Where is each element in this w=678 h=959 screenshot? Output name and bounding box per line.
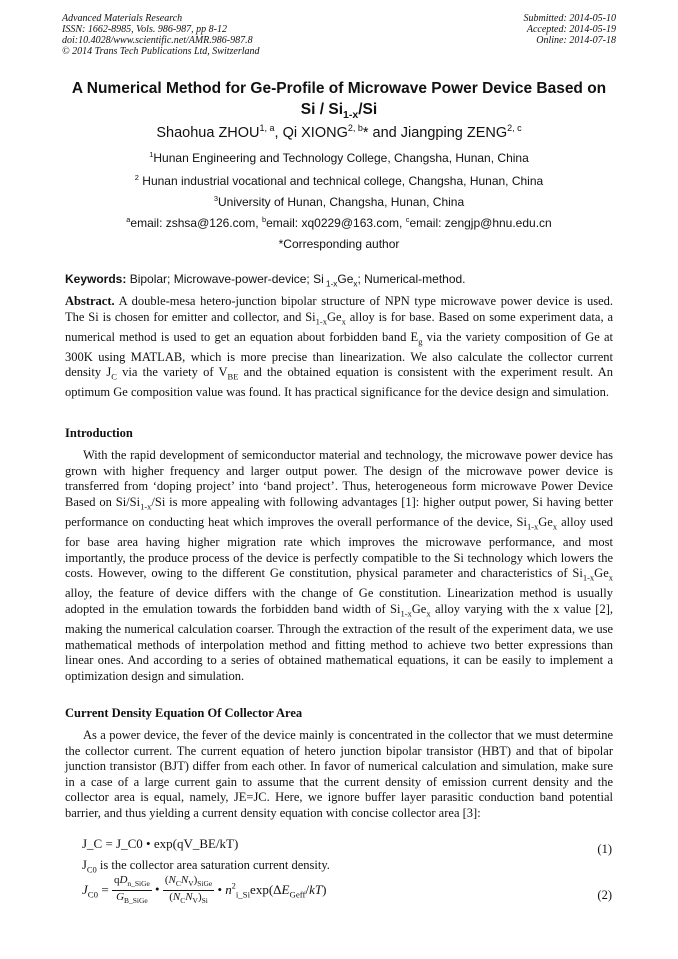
author-1-sup: 1, a xyxy=(259,123,275,133)
intro-sub: 1-x xyxy=(526,521,539,532)
equation-1: J_C = J_C0 • exp(qV_BE/kT) xyxy=(82,836,239,851)
affiliation-3 xyxy=(40,194,638,209)
intro-sub: 1-x xyxy=(140,501,152,512)
keywords xyxy=(65,272,466,288)
intro-sub: x xyxy=(426,608,431,619)
intro-sub: 1-x xyxy=(582,572,595,583)
aff-sup: 1 xyxy=(149,150,154,159)
abstract-sub: 1-x xyxy=(315,316,327,327)
aff-text: Hunan Engineering and Technology College, Changsha, Hunan, China xyxy=(153,151,529,165)
journal-header-left xyxy=(62,13,260,57)
email-text: email: zshsa@126.com, xyxy=(130,216,262,230)
corresponding-author: *Corresponding author xyxy=(278,237,400,251)
eq2-tail: • $n^2_{i\_Si}\exp(\Delta E_{Geff}/kT)$ xyxy=(217,881,327,900)
abstract-sub: g xyxy=(418,336,423,347)
eq2-fraction-1: $\frac{qD_{n\_SiGe}}{G_{B\_SiGe}}$ xyxy=(113,874,150,906)
email-text: email: zengjp@hnu.edu.cn xyxy=(409,216,552,230)
email-text: email: xq0229@163.com, xyxy=(266,216,406,230)
affiliation-2 xyxy=(40,173,638,188)
journal-header-right xyxy=(524,13,617,46)
abstract-text: via the variety of V xyxy=(116,365,228,380)
copyright-line: © 2014 Trans Tech Publications Ltd, Switzerland xyxy=(62,46,260,57)
submitted-date: Submitted: 2014-05-10 xyxy=(523,13,616,24)
intro-text: With the rapid development of semiconductor material and technology, the microwave power device has grown with higher frequency and larger output power. The design of the microwave power device is transferred from ‘doping project’ into ‘band project’. Thus, heterogeneous form microwave Power Device Based on Si/Si xyxy=(65,448,613,509)
author-list xyxy=(40,123,638,141)
keywords-sub: x xyxy=(353,279,358,289)
author-2-sup: 2, b xyxy=(347,123,363,133)
aff-text: University of Hunan, Changsha, Hunan, China xyxy=(218,195,465,209)
affiliation-1 xyxy=(40,150,638,165)
title-line-1: A Numerical Method for Ge-Profile of Microwave Power Device Based on xyxy=(71,80,607,97)
online-date: Online: 2014-07-18 xyxy=(536,35,616,46)
intro-text: alloy, the feature of device differs with the change of Ge constitution. Linearization method is usually adopted in the emulation towards the forbidden band width of Si xyxy=(65,586,613,616)
intro-text: /Si is more appealing with following advantages [1]: higher output power, Si having better performance on conducting heat which improves the overall performance of the device, Si xyxy=(65,494,614,529)
jc0-text: is the collector area saturation current density. xyxy=(96,858,330,872)
aff-sup: 2 xyxy=(134,173,139,182)
section-heading-introduction: Introduction xyxy=(65,426,133,440)
eq2-fraction-2: $\frac{(N_CN_V)_{SiGe}}{(N_CN_V)_{Si}}$ xyxy=(164,874,213,906)
keywords-text: Ge xyxy=(337,272,354,286)
email-sup: b xyxy=(261,215,267,224)
abstract-text: alloy is for base. Based on some experiment data, a numerical method is used to get an equation about forbidden band E xyxy=(65,309,613,344)
author-2: , Qi XIONG xyxy=(274,124,348,141)
email-sup: c xyxy=(405,215,410,224)
author-3: * and Jiangping ZENG xyxy=(362,124,508,141)
current-density-paragraph: As a power device, the fever of the device mainly is concentrated in the collector that we must determine the collector current. The current equation of hetero junction bipolar transistor (HBT) and that of bipolar junction transistor (BJT) differ from each other. In favor of numerical calculation and simulation, make sure in a case of a large current gain to assume that the current density of emission current density and the collector area is equal, namely, JE=JC. Here, we ignore buffer layer parasitic conduction band potential barrier, and thus yielding a current density equation with concise collector area [3]: xyxy=(65,728,613,820)
accepted-date: Accepted: 2014-05-19 xyxy=(526,24,616,35)
equation-2 xyxy=(82,874,326,907)
abstract-sub: x xyxy=(341,316,346,327)
abstract-sub: BE xyxy=(227,371,239,382)
intro-sub: x xyxy=(608,572,613,583)
keywords-text: ; Numerical-method. xyxy=(357,272,466,286)
abstract-sub: C xyxy=(111,371,117,382)
intro-text: alloy varying with the x value [2], making the numerical calculation coarser. Through the extraction of the result of the experiment data, we use mathematical methods of interpolation method and fitting method to achieve two better expressions than linear ones. And according to a series of obtained mathematical equations, it can be easily to implement a optimization design and simulation. xyxy=(65,601,613,683)
email-sup: a xyxy=(126,215,131,224)
keywords-sub: 1-x xyxy=(323,279,338,289)
abstract-label: Abstract. xyxy=(65,294,115,308)
intro-sub: 1-x xyxy=(400,608,412,619)
journal-name: Advanced Materials Research xyxy=(62,13,183,24)
intro-text: Ge xyxy=(538,514,553,529)
aff-text: Hunan industrial vocational and technical college, Changsha, Hunan, China xyxy=(138,174,544,188)
abstract-text: A double-mesa hetero-junction bipolar structure of NPN type microwave power device is used. The Si is chosen for emitter and collector, and Si xyxy=(65,294,613,324)
intro-sub: x xyxy=(552,521,558,532)
jc0-sub: C0 xyxy=(86,864,97,875)
aff-sup: 3 xyxy=(213,194,218,203)
intro-text: alloy used for base area having higher migration rate which improves the microwave performance, and most importantly, the produce process of the device is perfectly compatible to the Si technology which lowers the costs. However, owing to the different Ge constitution, physical parameter and characteristics of Si xyxy=(65,514,613,581)
intro-text: Ge xyxy=(594,566,609,581)
title-subscript: 1-x xyxy=(343,109,359,122)
equation-2-number: (2) xyxy=(597,888,612,902)
issn-line: ISSN: 1662-8985, Vols. 986-987, pp 8-12 xyxy=(62,24,227,35)
abstract-text: Ge xyxy=(327,309,342,324)
introduction-paragraph xyxy=(65,448,613,684)
jc0-symbol: J xyxy=(82,858,87,872)
doi-line: doi:10.4028/www.scientific.net/AMR.986-987.8 xyxy=(62,35,253,46)
eq2-dot: • xyxy=(155,881,163,897)
author-1: Shaohua ZHOU xyxy=(156,124,260,141)
equation-1-number: (1) xyxy=(597,842,612,856)
paper-title xyxy=(40,78,638,126)
intro-text: Ge xyxy=(411,601,427,616)
eq2-lhs: $J_{C0}$ = xyxy=(82,881,112,900)
abstract-text: and the obtained equation is consistent with the experiment result. An optimum Ge composition value was found. It has practical significance for the device design and simulation. xyxy=(65,365,613,400)
title-part: /Si xyxy=(358,101,378,118)
email-line xyxy=(40,215,638,230)
section-heading-current-density: Current Density Equation Of Collector Area xyxy=(65,706,303,720)
abstract-paragraph xyxy=(65,294,613,401)
keywords-text: Bipolar; Microwave-power-device; Si xyxy=(126,272,324,286)
abstract-text: via the variety composition of Ge at 300K using MATLAB, which is more precise than linearization. We also calculate the collector current density J xyxy=(65,329,614,380)
title-part: Si / Si xyxy=(300,101,344,118)
author-3-sup: 2, c xyxy=(507,123,522,133)
keywords-label: Keywords: xyxy=(65,272,127,286)
